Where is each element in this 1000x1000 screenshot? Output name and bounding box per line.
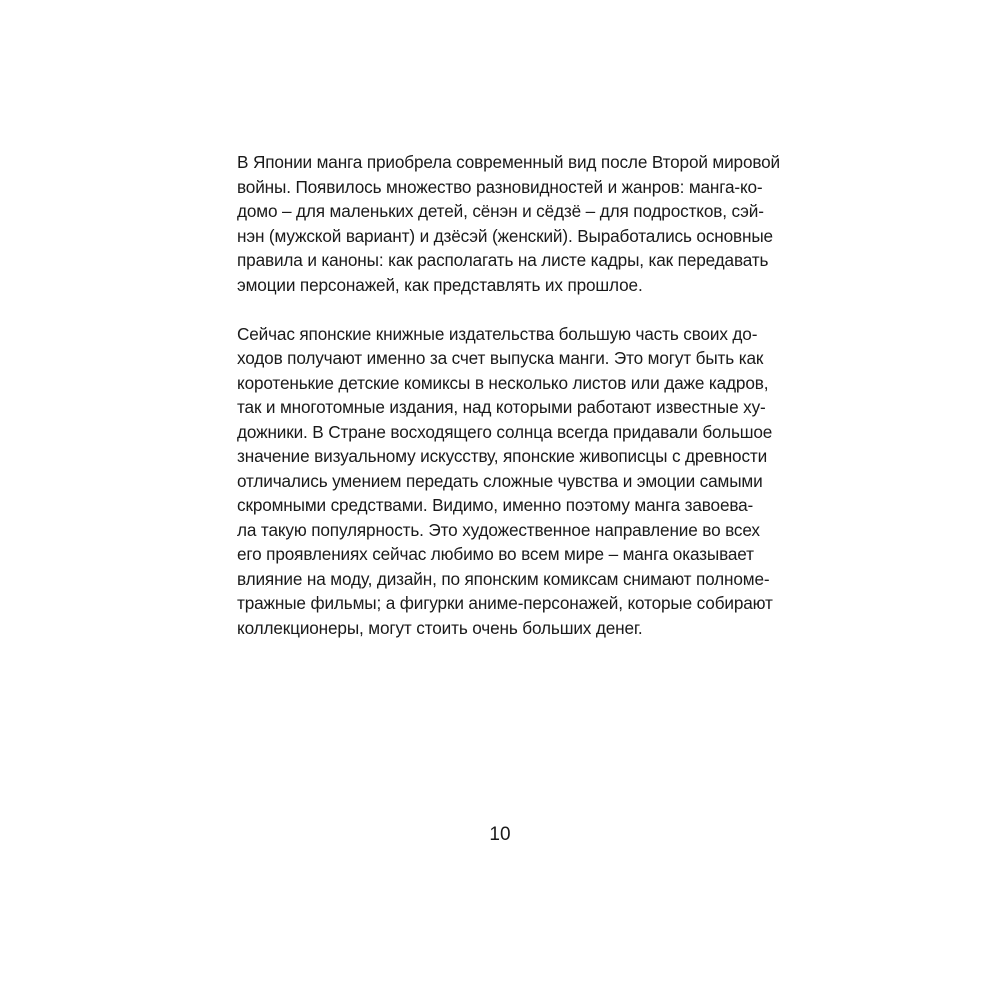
text-line: нэн (мужской вариант) и дзёсэй (женский). Выработались основные bbox=[237, 225, 773, 246]
text-line: ходов получают именно за счет выпуска манги. Это могут быть как bbox=[237, 348, 764, 368]
text-line: скромными средствами. Видимо, именно поэтому манга завоева- bbox=[237, 495, 754, 515]
text-line: значение визуальному искусству, японские живописцы с древности bbox=[237, 446, 768, 466]
text-line: коротенькие детские комиксы в несколько листов или даже кадров, bbox=[237, 372, 769, 393]
text-line: влияние на моду, дизайн, по японским комиксам снимают полноме- bbox=[237, 568, 770, 589]
text-line: отличались умением передать сложные чувства и эмоции самыми bbox=[237, 470, 763, 491]
text-line: так и многотомные издания, над которыми работают известные ху- bbox=[237, 397, 766, 417]
text-line: ла такую популярность. Это художественное направление во всех bbox=[237, 519, 760, 540]
text-line: В Японии манга приобрела современный вид после Второй мировой bbox=[237, 152, 781, 172]
paragraph-1 bbox=[237, 150, 781, 297]
body-text bbox=[237, 150, 781, 640]
paragraph-2 bbox=[237, 322, 777, 641]
text-line: тражные фильмы; а фигурки аниме-персонажей, которые собирают bbox=[237, 593, 773, 613]
text-line: войны. Появилось множество разновидностей и жанров: манга-ко- bbox=[237, 176, 763, 197]
text-line: домо – для маленьких детей, сёнэн и сёдзё – для подростков, сэй- bbox=[237, 201, 764, 221]
text-line: его проявлениях сейчас любимо во всем мире – манга оказывает bbox=[237, 544, 754, 564]
text-line: Сейчас японские книжные издательства большую часть своих до- bbox=[237, 323, 758, 344]
text-line: правила и каноны: как располагать на листе кадры, как передавать bbox=[237, 250, 769, 270]
text-line: дожники. В Стране восходящего солнца всегда придавали большое bbox=[237, 421, 773, 442]
paragraph-gap bbox=[237, 297, 777, 322]
text-line: эмоции персонажей, как представлять их прошлое. bbox=[237, 274, 643, 295]
text-line: коллекционеры, могут стоить очень больших денег. bbox=[237, 617, 643, 638]
page-number: 10 bbox=[489, 824, 511, 845]
